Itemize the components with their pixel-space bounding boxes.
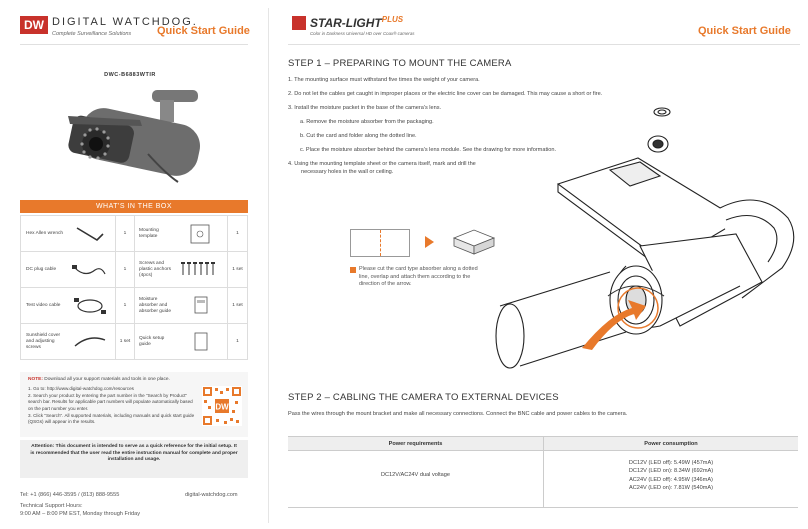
power-requirement-value: DC12V/AC24V dual voltage bbox=[380, 472, 451, 478]
consumption-line: DC12V (LED on): 8.34W (692mA) bbox=[628, 468, 714, 475]
starlight-plus-text: PLUS bbox=[381, 15, 404, 24]
model-number: DWC-B6883WTIR bbox=[104, 72, 156, 78]
step1-item: 3. Install the moisture packet in the base of the camera's lens. bbox=[288, 105, 442, 111]
step1-item: 4. Using the mounting template sheet or the camera itself, mark and drill the bbox=[288, 161, 476, 167]
template-icon bbox=[179, 224, 221, 244]
box-item-name: Moisture absorber and absorber guide bbox=[139, 296, 172, 315]
support-hours bbox=[20, 503, 140, 519]
step2-description: Pass the wires through the mount bracket and make all necessary connections. Connect the BNC cable and power cables to the camera. bbox=[288, 411, 628, 417]
guide-icon bbox=[179, 332, 221, 352]
box-item-qty: 1 bbox=[227, 216, 247, 252]
support-hours-value: 9:00 AM – 8:00 PM EST, Monday through Friday bbox=[20, 510, 141, 517]
bullet-camera-image bbox=[60, 80, 220, 190]
attention-note: Attention: This document is intended to serve as a quick reference for the initial setup. It is recommended that the user read the entire instruction manual for complete and proper installation and usage. bbox=[20, 440, 248, 478]
whats-in-box-title: WHAT'S IN THE BOX bbox=[20, 200, 248, 213]
consumption-line: DC12V (LED off): 5.49W (457mA) bbox=[628, 460, 714, 466]
box-item-name: DC plug cable bbox=[26, 266, 57, 272]
consumption-line: AC24V (LED off): 4.95W (346mA) bbox=[629, 476, 713, 483]
qr-code-icon bbox=[202, 386, 242, 426]
starlight-plus-logo bbox=[292, 16, 462, 40]
right-header-title: Quick Start Guide bbox=[698, 25, 791, 37]
svg-text:DW: DW bbox=[215, 402, 229, 412]
note-steps bbox=[28, 386, 198, 426]
box-item-qty: 1 set bbox=[227, 252, 247, 288]
dw-brand-name: DIGITAL WATCHDOG. bbox=[52, 16, 198, 28]
box-item-name: Quick setup guide bbox=[139, 335, 165, 347]
note-step: 2. Search your product by entering the part number in the "Search by Product" search bar. Results for applicable part numbers will populate automatically based on the part number you enter. bbox=[28, 393, 193, 411]
power-consumption-values bbox=[544, 459, 798, 493]
power-requirements-header: Power requirements bbox=[388, 441, 443, 447]
support-hours-label: Technical Support Hours: bbox=[20, 503, 83, 509]
step1-title: STEP 1 – PREPARING TO MOUNT THE CAMERA bbox=[288, 58, 512, 69]
hex-wrench-icon bbox=[71, 224, 109, 244]
absorber-icon bbox=[179, 296, 221, 316]
website-link[interactable]: digital-watchdog.com bbox=[185, 492, 238, 498]
box-row bbox=[21, 288, 247, 324]
step1-subitem: a. Remove the moisture absorber from the packaging. bbox=[300, 119, 434, 125]
step2-title: STEP 2 – CABLING THE CAMERA TO EXTERNAL DEVICES bbox=[288, 392, 559, 403]
sunshield-icon bbox=[71, 332, 109, 352]
phone-number: Tel: +1 (866) 446-3595 / (813) 888-9555 bbox=[20, 492, 120, 498]
box-item-qty: 1 bbox=[115, 216, 135, 252]
box-item-qty: 1 set bbox=[227, 288, 247, 324]
box-item-name: Hex Allen wrench bbox=[26, 230, 64, 236]
box-item-qty: 1 bbox=[227, 324, 247, 360]
left-page bbox=[0, 0, 264, 529]
dw-logo-mark: DW bbox=[20, 16, 48, 34]
consumption-line: AC24V (LED on): 7.81W (540mA) bbox=[629, 485, 713, 492]
box-item-name: Test video cable bbox=[26, 302, 61, 308]
note-text: Download all your support materials and tools in one place. bbox=[44, 377, 170, 382]
digital-watchdog-logo bbox=[20, 14, 198, 44]
dw-tagline: Complete Surveillance Solutions bbox=[52, 31, 132, 37]
step1-item: 1. The mounting surface must withstand five times the weight of your camera. bbox=[288, 77, 480, 83]
step1-subitem: c. Place the moisture absorber behind the camera's lens module. See the drawing for more information. bbox=[300, 147, 557, 153]
box-item-name: Mounting template bbox=[139, 227, 159, 239]
note-step[interactable]: 1. Go to: http://www.digital-watchdog.com/resources bbox=[28, 386, 134, 391]
left-header-title: Quick Start Guide bbox=[157, 25, 250, 37]
box-row bbox=[21, 324, 247, 360]
page-divider bbox=[268, 8, 269, 523]
box-item-qty: 1 bbox=[115, 252, 135, 288]
box-row bbox=[21, 252, 247, 288]
box-item-name: Sunshield cover and adjusting screws bbox=[26, 332, 61, 351]
step1-item: 2. Do not let the cables get caught in improper places or the electric line cover can be damaged. This may cause a short or fire. bbox=[288, 91, 603, 97]
starlight-logo-mark bbox=[292, 16, 306, 30]
box-item-qty: 1 bbox=[115, 288, 135, 324]
box-item-qty: 1 set bbox=[115, 324, 135, 360]
left-header-rule bbox=[20, 44, 248, 45]
support-note bbox=[20, 372, 248, 437]
starlight-name-text: STAR-LIGHT bbox=[310, 16, 382, 30]
warning-icon bbox=[350, 267, 356, 273]
starlight-brand-name bbox=[310, 15, 403, 30]
box-row bbox=[21, 216, 247, 252]
starlight-tagline: Color in Darkness Universal HD over Coax® cameras bbox=[310, 31, 415, 36]
right-header-rule bbox=[288, 44, 800, 45]
cut-line bbox=[380, 230, 381, 256]
caution-text: Please cut the card type absorber along a dotted line, overlap and attach them according to the direction of the arrow. bbox=[359, 266, 478, 288]
camera-installation-illustration bbox=[490, 96, 808, 380]
arrow-right-icon bbox=[425, 236, 434, 248]
whats-in-box-table bbox=[20, 215, 248, 360]
note-step: 3. Click "Search". All supported materials, including manuals and quick start guide (QSGs) will appear in the results. bbox=[28, 412, 195, 424]
absorber-card-image bbox=[350, 229, 410, 257]
screws-icon bbox=[179, 260, 221, 280]
note-heading bbox=[28, 377, 170, 382]
step1-item-continued: necessary holes in the wall or ceiling. bbox=[301, 169, 394, 175]
absorber-caution bbox=[350, 266, 480, 289]
box-item-name: Screws and plastic anchors (4pcs) bbox=[139, 260, 171, 279]
power-consumption-header: Power consumption bbox=[644, 441, 698, 447]
step1-subitem: b. Cut the card and folder along the dotted line. bbox=[300, 133, 417, 139]
video-cable-icon bbox=[71, 296, 109, 316]
power-table bbox=[288, 436, 798, 508]
right-page bbox=[278, 0, 808, 529]
dc-cable-icon bbox=[71, 260, 109, 280]
note-label: NOTE: bbox=[28, 377, 43, 382]
